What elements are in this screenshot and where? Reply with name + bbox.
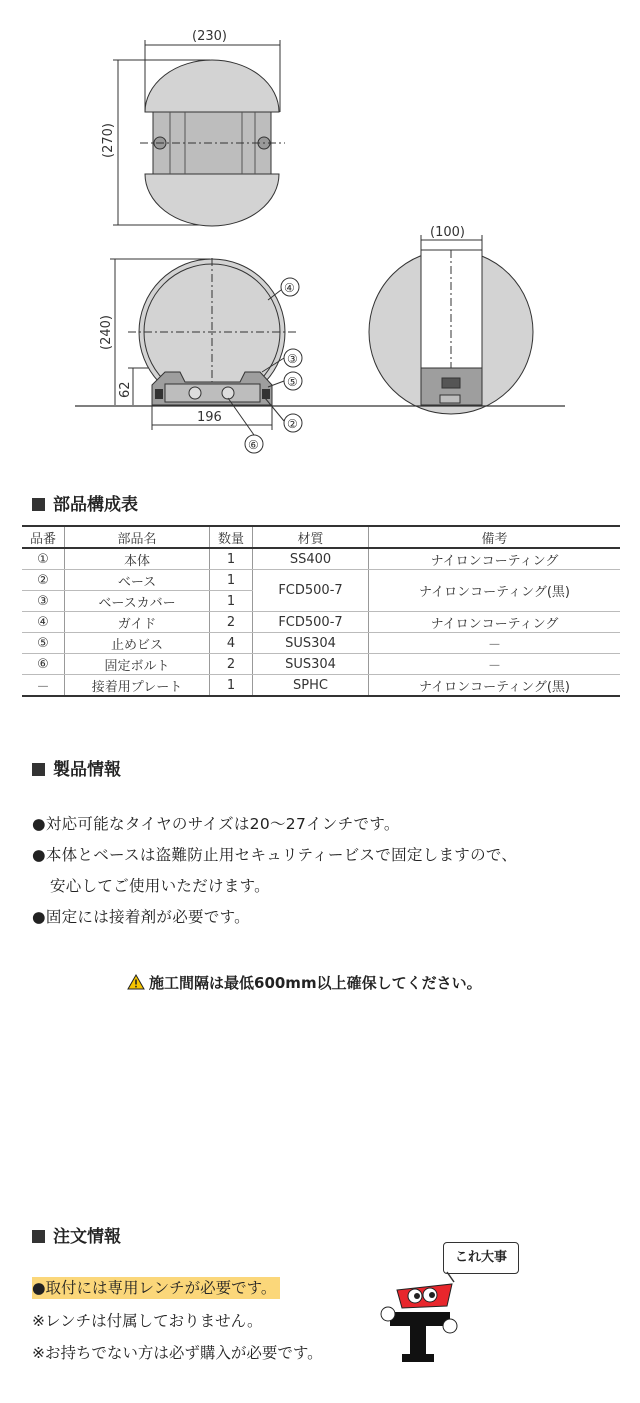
product-info-line: ●固定には接着剤が必要です。 — [32, 908, 250, 926]
warning-icon — [127, 974, 145, 990]
header-note: 備考 — [369, 526, 621, 548]
parts-table — [22, 525, 620, 697]
table-row: ④ ガイド 2 FCD500-7 ナイロンコーティング — [22, 612, 620, 633]
dim-top-height: (270) — [101, 123, 116, 158]
product-info-line: 安心してご使用いただけます。 — [50, 877, 270, 895]
table-row: ⑤ 止めビス 4 SUS304 － — [22, 633, 620, 654]
parts-section-title: 部品構成表 — [32, 490, 138, 515]
dim-base-width: 196 — [197, 410, 222, 425]
dim-side-width: (100) — [430, 225, 465, 240]
callout-6: ⑥ — [248, 438, 259, 452]
table-row: ② ベース 1 FCD500-7 ナイロンコーティング(黒) — [22, 570, 620, 591]
callout-2: ② — [287, 417, 298, 431]
top-view-lower-cap — [145, 174, 279, 226]
dim-top-width: (230) — [192, 29, 227, 44]
section-square-icon — [32, 498, 45, 511]
table-row: ① 本体 1 SS400 ナイロンコーティング — [22, 548, 620, 570]
header-qty: 数量 — [210, 526, 253, 548]
table-row: － 接着用プレート 1 SPHC ナイロンコーティング(黒) — [22, 675, 620, 697]
header-no: 品番 — [22, 526, 65, 548]
order-info-line: ※お持ちでない方は必ず購入が必要です。 — [32, 1344, 323, 1362]
order-info-line — [32, 1276, 280, 1298]
table-row: ⑥ 固定ボルト 2 SUS304 － — [22, 654, 620, 675]
callout-3: ③ — [287, 352, 298, 366]
product-info-line: ●対応可能なタイヤのサイズは20～27インチです。 — [32, 815, 400, 833]
dim-base-height: 62 — [118, 381, 133, 398]
important-speech-bubble: これ大事 — [443, 1242, 519, 1274]
technical-drawing — [0, 0, 640, 470]
table-header-row — [22, 526, 620, 548]
section-square-icon — [32, 1230, 45, 1243]
highlighted-notice: ●取付には専用レンチが必要です。 — [32, 1277, 280, 1299]
order-info-line: ※レンチは付属しておりません。 — [32, 1312, 263, 1330]
product-info-line: ●本体とベースは盗難防止用セキュリティービスで固定しますので、 — [32, 846, 518, 864]
table-row: ③ ベースカバー 1 — [22, 591, 620, 612]
callout-4: ④ — [284, 281, 295, 295]
dim-front-height: (240) — [99, 315, 114, 350]
header-name: 部品名 — [65, 526, 210, 548]
top-view-upper-cap — [145, 60, 279, 112]
product-section-title: 製品情報 — [32, 755, 121, 780]
order-section-title: 注文情報 — [32, 1222, 121, 1247]
spacing-warning: 施工間隔は最低600mm以上確保してください。 — [127, 972, 482, 993]
wrench-mascot-icon — [372, 1268, 472, 1368]
section-square-icon — [32, 763, 45, 776]
header-material: 材質 — [253, 526, 369, 548]
callout-5: ⑤ — [287, 375, 298, 389]
